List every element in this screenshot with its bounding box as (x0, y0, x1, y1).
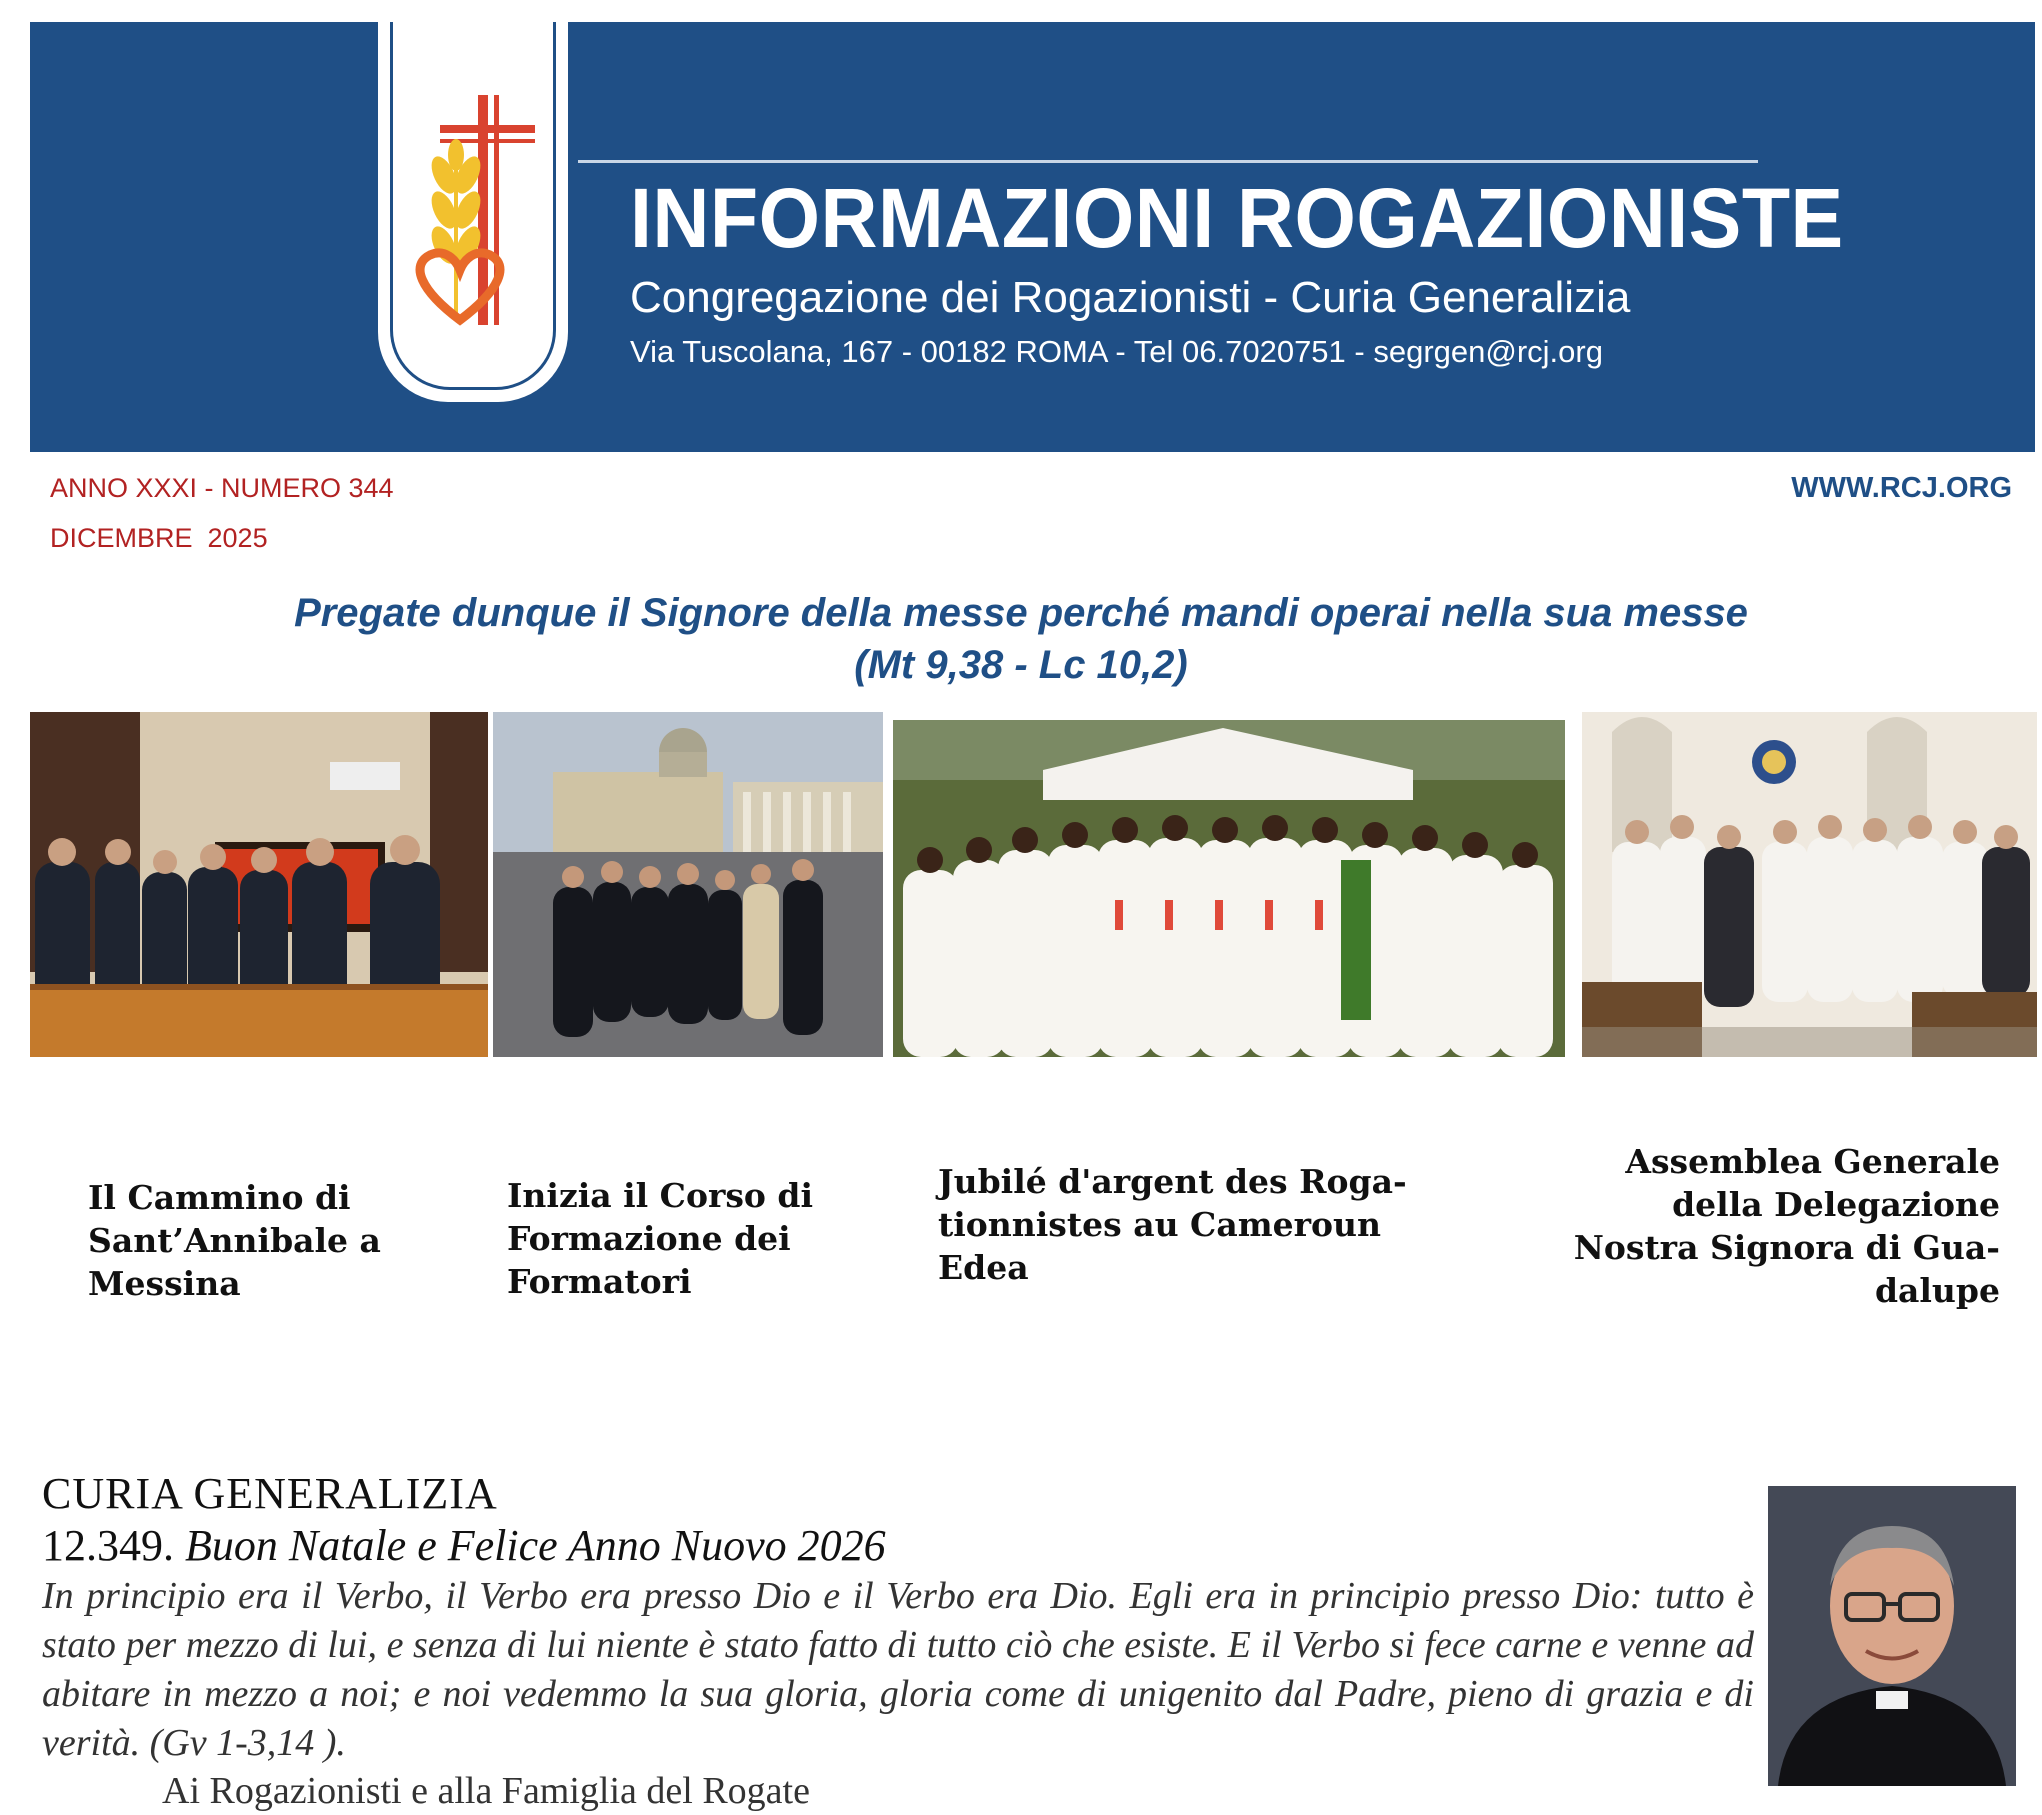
caption-line: della Delegazione (1672, 1185, 2000, 1224)
caption-line: dalupe (1874, 1271, 2000, 1310)
caption-line: Assemblea Generale (1625, 1142, 2000, 1181)
caption-line: Formatori (507, 1262, 692, 1301)
caption-line: Messina (88, 1264, 241, 1303)
article-heading (42, 1520, 886, 1572)
section-title: CURIA GENERALIZIA (42, 1469, 498, 1518)
rogationist-logo-icon (400, 85, 550, 349)
caption-formatori (507, 1174, 813, 1303)
caption-line: Nostra Signora di Gua- (1573, 1228, 2000, 1267)
photo-cameroun-jubilee (893, 720, 1565, 1057)
photo-guadalupe-assembly (1582, 712, 2037, 1057)
article-number: 12.349. (42, 1521, 174, 1570)
issue-date: DICEMBRE 2025 (50, 523, 268, 553)
motto-text: Pregate dunque il Signore della messe perché mandi operai nella sua messe (294, 591, 1748, 635)
portrait-photo (1768, 1486, 2016, 1786)
caption-line: tionnistes au Cameroun (938, 1205, 1382, 1244)
article-title: Buon Natale e Felice Anno Nuovo 2026 (185, 1521, 886, 1570)
caption-cameroun (938, 1160, 1407, 1289)
caption-line: Inizia il Corso di (507, 1176, 814, 1215)
article-body: In principio era il Verbo, il Verbo era presso Dio e il Verbo era Dio. Egli era in principio presso Dio: tutto è stato per mezzo di lui, e senza di lui niente è stato fatto di tutto ciò che esiste. E il Verbo si fece carne e venne ad abitare in mezzo a noi; e noi vedemmo la sua gloria, gloria come di unigenito dal Padre, pieno di grazia e di verità. (Gv 1-3,14 ). (42, 1575, 1754, 1764)
caption-messina (88, 1176, 381, 1305)
caption-line: Jubilé d'argent des Roga- (938, 1162, 1407, 1201)
newsletter-subtitle: Congregazione dei Rogazionisti - Curia Generalizia (630, 273, 1631, 322)
newsletter-title: INFORMAZIONI ROGAZIONISTE (630, 171, 1844, 265)
contact-address: Via Tuscolana, 167 - 00182 ROMA - Tel 06.7020751 - segrgen@rcj.org (630, 334, 1603, 369)
caption-line: Il Cammino di (88, 1178, 351, 1217)
article-salutation: Ai Rogazionisti e alla Famiglia del Rogate (162, 1770, 810, 1812)
photo-messina-group (30, 712, 488, 1057)
caption-guadalupe (1560, 1140, 2000, 1312)
caption-line: Sant’Annibale a (88, 1221, 381, 1260)
header-divider (578, 160, 1758, 163)
photo-formatori-group (493, 712, 883, 1057)
caption-line: Formazione dei (507, 1219, 791, 1258)
issue-number: ANNO XXXI - NUMERO 344 (50, 473, 394, 503)
motto-reference: (Mt 9,38 - Lc 10,2) (854, 643, 1188, 687)
website-link[interactable]: WWW.RCJ.ORG (1791, 472, 2012, 504)
caption-line: Edea (938, 1248, 1029, 1287)
